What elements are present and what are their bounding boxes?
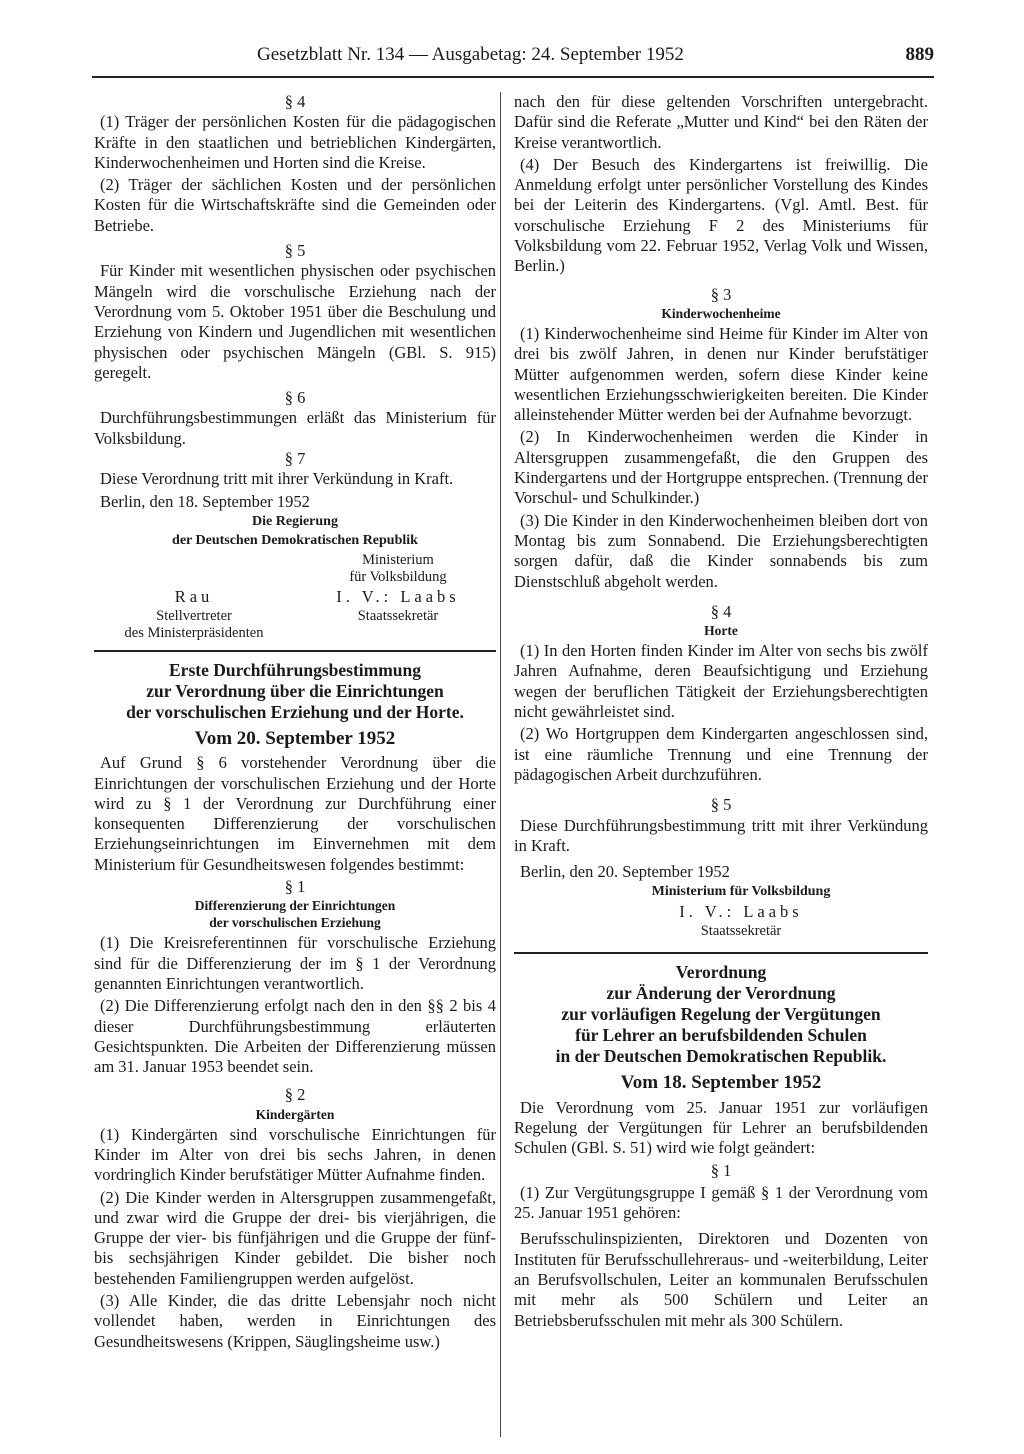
section-heading: § 5 [284, 241, 306, 261]
signer-title: Staatssekretär [700, 923, 782, 940]
paragraph: Auf Grund § 6 vorstehender Verordnung über die Einrichtungen der vorschulischen Erziehung und der Horte wird zu § 1 der Verordnung zur Durchführung einer konsequenten Differenzierung der vorschulischen Erziehungseinrichtungen im Einvernehmen mit dem Ministerium für Gesundheitswesen folgendes bestimmt: [94, 753, 496, 874]
signature-block [554, 901, 928, 940]
section-heading: § 4 [284, 92, 306, 111]
section-heading: § 4 [710, 601, 732, 621]
header-rule [92, 76, 934, 78]
paragraph: (2) Träger der sächlichen Kosten und der persönlichen Kosten für die Wirtschaftskräfte sind die Gemeinden oder Betriebe. [94, 175, 496, 235]
title-line: zur Änderung der Verordnung [606, 983, 836, 1004]
section-heading: § 3 [710, 284, 732, 304]
left-column [94, 92, 496, 1352]
title-line: für Lehrer an berufsbildenden Schulen [575, 1025, 867, 1046]
signature-row [94, 552, 496, 642]
right-column [514, 92, 928, 1331]
signatory-ministry: Ministerium für Volksbildung [651, 884, 831, 900]
paragraph: (1) Kinderwochenheime sind Heime für Kinder im Alter von drei bis zwölf Jahren, in denen nur Kinder berufstätiger Mütter aufgenommen werden, sofern diese Kinder keine wesentlichen Erziehungsschwierigkeiten bereiten. Die Kinder alleinstehender Mütter werden bei der Aufnahme bevorzugt. [514, 323, 928, 425]
paragraph: (1) In den Horten finden Kinder im Alter von sechs bis zwölf Jahren Aufnahme, deren Beaufsichtigung und Erziehung wegen der beruflichen Tätigkeit der Erziehungsberechtigten nicht gewährleistet sind. [514, 641, 928, 722]
signer-name: I. V.: Laabs [679, 902, 803, 922]
title-line: der vorschulischen Erziehung und der Horte. [126, 701, 464, 722]
signatory-line: Die Regierung [252, 513, 338, 529]
ministry-line: Ministerium [362, 551, 434, 568]
paragraph: (1) Zur Vergütungsgruppe I gemäß § 1 der Verordnung vom 25. Januar 1951 gehören: [514, 1182, 928, 1223]
section-heading: § 7 [284, 449, 306, 469]
title-line: zur vorläufigen Regelung der Vergütungen [561, 1004, 881, 1025]
paragraph: (2) In Kinderwochenheimen werden die Kinder in Altersgruppen zusammengefaßt, die den Gruppen des Kindergartens und der Hortgruppe entsprechen. (Trennung der Vorschul- und Schulkinder.) [514, 427, 928, 508]
title-line: Erste Durchführungsbestimmung [169, 659, 421, 680]
paragraph: (3) Alle Kinder, die das dritte Lebensjahr noch nicht vollendet haben, werden in Einrichtungen des Gesundheitswesens (Krippen, Säuglingsheime usw.) [94, 1291, 496, 1351]
paragraph: Für Kinder mit wesentlichen physischen oder psychischen Mängeln wird die vorschulische Erziehung nach der Verordnung vom 5. Oktober 1951 über die Beschulung und Erziehung von Kindern und Jugendlichen mit wesentlichen physischen oder psychischen Mängeln (GBl. S. 915) geregelt. [94, 261, 496, 382]
section-heading: § 2 [284, 1085, 306, 1105]
section-heading: § 1 [284, 877, 306, 897]
paragraph: Diese Verordnung tritt mit ihrer Verkündung in Kraft. [100, 469, 454, 489]
section-heading: § 1 [710, 1160, 732, 1180]
page-header [92, 44, 934, 72]
signer-title: des Ministerpräsidenten [124, 624, 264, 641]
page-number: 889 [905, 44, 934, 65]
paragraph: (1) Kindergärten sind vorschulische Einrichtungen für Kinder im Alter von drei bis sechs Jahren, in denen vordringlich Kinder berufstätiger Mütter Aufnahme finden. [94, 1124, 496, 1185]
column-divider [500, 92, 501, 1437]
running-head: Gesetzblatt Nr. 134 — Ausgabetag: 24. September 1952 [257, 44, 684, 65]
section-separator [514, 952, 928, 954]
signatory-line: der Deutschen Demokratischen Republik [172, 532, 418, 548]
signature-left [94, 552, 294, 642]
section-separator [94, 650, 496, 652]
paragraph: nach den für diese geltenden Vorschriften untergebracht. Dafür sind die Referate „Mutter und Kind“ bei den Räten der Kreise verantwortlich. [514, 92, 928, 152]
decree-title [94, 660, 496, 723]
section-subtitle: Differenzierung der Einrichtungen [194, 898, 396, 914]
section-heading: § 5 [710, 795, 732, 815]
paragraph: Berufsschulinspizienten, Direktoren und Dozenten von Instituten für Berufsschullehreraus- und -weiterbildung, Leiter an Berufsvollschulen, Leiter an kommunalen Berufsschulen mit mehr als 500 Schülern und Leiter an Betriebsberufsschulen mit mehr als 300 Schülern. [514, 1229, 928, 1330]
signer-title: Staatssekretär [357, 607, 439, 624]
ordinance-date: Vom 18. September 1952 [620, 1072, 822, 1094]
paragraph: (4) Der Besuch des Kindergartens ist freiwillig. Die Anmeldung erfolgt unter persönlicher Vorstellung des Kindes bei der Leiterin des Kindergartens. (Vgl. Amtl. Best. für vorschulische Erziehung F 2 des Ministeriums für Volksbildung vom 22. Februar 1952, Verlag Volk und Wissen, Berlin.) [514, 154, 928, 276]
section-heading: § 6 [284, 388, 306, 408]
signer-name: Rau [174, 586, 214, 606]
signature-right [308, 552, 488, 642]
title-line: in der Deutschen Demokratischen Republik. [555, 1046, 887, 1067]
paragraph: Durchführungsbestimmungen erläßt das Ministerium für Volksbildung. [94, 408, 496, 448]
paragraph: (2) Wo Hortgruppen dem Kindergarten angeschlossen sind, ist eine räumliche Trennung und eine Trennung der pädagogischen Arbeit durchzuführen. [514, 724, 928, 784]
ordinance-title [514, 962, 928, 1067]
decree-date: Vom 20. September 1952 [194, 727, 396, 749]
title-line: zur Verordnung über die Einrichtungen [146, 680, 444, 701]
paragraph: (1) Träger der persönlichen Kosten für die pädagogischen Kräfte in den staatlichen und betrieblichen Kindergärten, Kinderwochenheimen und Horten sind die Kreise. [94, 112, 496, 172]
signer-name: I. V.: Laabs [336, 586, 460, 606]
title-line: Verordnung [675, 962, 767, 983]
section-subtitle: der vorschulischen Erziehung [209, 915, 381, 931]
paragraph: (2) Die Kinder werden in Altersgruppen zusammengefaßt, und zwar wird die Gruppe der drei- bis vierjährigen, die Gruppe der vier- bis fünfjährigen und die Gruppe der fünf- bis sechsjährigen Kinder gebildet. Die bisher noch bestehenden Familiengruppen werden aufgelöst. [94, 1187, 496, 1288]
signer-title: Stellvertreter [156, 607, 232, 624]
place-date: Berlin, den 20. September 1952 [520, 862, 730, 882]
section-subtitle: Horte [704, 623, 738, 639]
paragraph: (3) Die Kinder in den Kinderwochenheimen bleiben dort von Montag bis zum Sonnabend. Die Erziehungsberechtigten sorgen dafür, daß die Kinder sonnabends bis zum Dienstschluß abgeholt werden. [514, 510, 928, 591]
signatory-government [94, 512, 496, 550]
paragraph: Diese Durchführungsbestimmung tritt mit ihrer Verkündung in Kraft. [514, 815, 928, 855]
paragraph: (1) Die Kreisreferentinnen für vorschulische Erziehung sind für die Differenzierung der im § 1 der Verordnung genannten Einrichtungen verantwortlich. [94, 933, 496, 993]
section-subtitle: Kinderwochenheime [661, 305, 781, 321]
ministry-line: für Volksbildung [349, 568, 447, 585]
place-date: Berlin, den 18. September 1952 [100, 491, 310, 511]
paragraph: Die Verordnung vom 25. Januar 1951 zur vorläufigen Regelung der Vergütungen für Lehrer an berufsbildenden Schulen (GBl. S. 51) wird wie folgt geändert: [514, 1097, 928, 1158]
paragraph: (2) Die Differenzierung erfolgt nach den in den §§ 2 bis 4 dieser Durchführungsbestimmung erläuterten Gesichtspunkten. Die Arbeiten der Differenzierung müssen am 31. Januar 1953 beendet sein. [94, 996, 496, 1077]
section-subtitle: Kindergärten [255, 1106, 335, 1122]
